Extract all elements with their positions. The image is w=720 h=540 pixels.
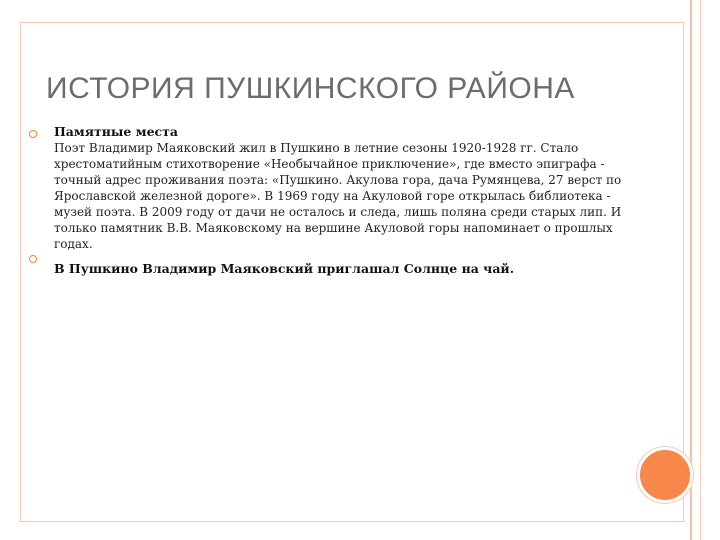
body-line: годах. xyxy=(54,237,93,251)
body-line: точный адрес проживания поэта: «Пушкино. Акулова гора, дача Румянцева, 27 верст по xyxy=(54,173,622,187)
bullet-heading: Памятные места xyxy=(54,124,178,139)
body-line: Ярославской железной дороге». В 1969 году на Акуловой горе открылась библиотека - xyxy=(54,189,611,203)
decorative-band xyxy=(690,0,692,540)
bullet-body xyxy=(54,140,694,252)
slide-title: ИСТОРИЯ ПУШКИНСКОГО РАЙОНА xyxy=(46,72,575,105)
decorative-circle xyxy=(637,447,693,503)
decorative-band-thin xyxy=(700,0,701,540)
body-line: музей поэта. В 2009 году от дачи не осталось и следа, лишь поляна среди старых лип. И xyxy=(54,205,622,219)
bullet-circle-icon xyxy=(29,130,37,138)
bullet-circle-icon xyxy=(29,255,37,263)
bullet-heading-second: В Пушкино Владимир Маяковский приглашал Солнце на чай. xyxy=(54,261,515,276)
body-line: только памятник В.В. Маяковскому на вершине Акуловой горы напоминает о прошлых xyxy=(54,221,613,235)
body-line: хрестоматийным стихотворение «Необычайное приключение», где вместо эпиграфа - xyxy=(54,157,605,171)
body-line: Поэт Владимир Маяковский жил в Пушкино в летние сезоны 1920-1928 гг. Стало xyxy=(54,141,579,155)
